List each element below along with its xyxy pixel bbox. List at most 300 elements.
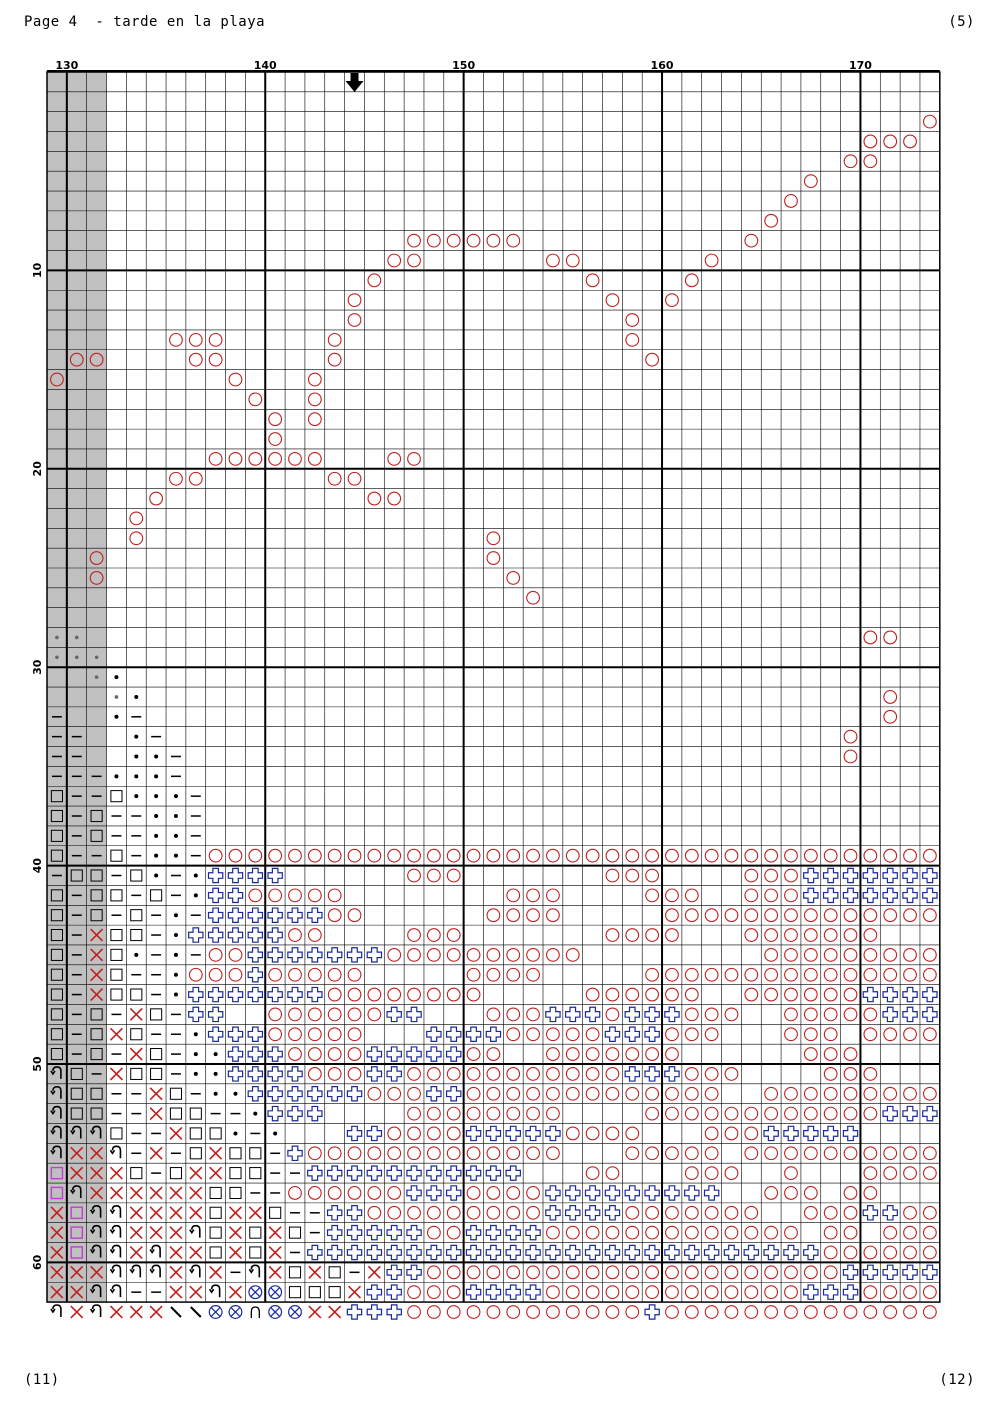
red-circle-symbol [765, 214, 778, 227]
dot-symbol [174, 933, 178, 937]
red-circle-symbol [507, 1008, 520, 1021]
red-circle-symbol [844, 1187, 857, 1200]
red-circle-symbol [745, 889, 758, 902]
red-circle-symbol [626, 849, 639, 862]
red-circle-symbol [666, 1266, 679, 1279]
red-circle-symbol [804, 1087, 817, 1100]
blue-plus-symbol [863, 888, 877, 902]
blue-plus-symbol [208, 987, 222, 1001]
red-circle-symbol [824, 1306, 837, 1319]
red-circle-symbol [527, 949, 540, 962]
red-x-symbol [230, 1247, 242, 1259]
blue-plus-symbol [447, 1245, 461, 1259]
red-circle-symbol [269, 889, 282, 902]
red-circle-symbol [725, 1226, 738, 1239]
red-circle-symbol [646, 353, 659, 366]
red-circle-symbol [666, 929, 679, 942]
red-circle-symbol [725, 1306, 738, 1319]
red-circle-symbol [189, 472, 202, 485]
blue-plus-symbol [704, 1245, 718, 1259]
blue-plus-symbol [824, 868, 838, 882]
red-circle-symbol [308, 1028, 321, 1041]
blue-plus-symbol [189, 928, 203, 942]
red-circle-symbol [566, 1068, 579, 1081]
dot-symbol [194, 1032, 198, 1036]
red-circle-symbol [308, 1068, 321, 1081]
blue-plus-symbol [387, 1225, 401, 1239]
red-circle-symbol [289, 849, 302, 862]
blue-plus-symbol [883, 1007, 897, 1021]
red-circle-symbol [428, 1068, 441, 1081]
blue-plus-symbol [427, 1027, 441, 1041]
red-circle-symbol [606, 1226, 619, 1239]
red-circle-symbol [884, 1147, 897, 1160]
arch-symbol [251, 1307, 259, 1318]
red-x-symbol [230, 1207, 242, 1219]
u-turn-symbol [110, 1226, 120, 1238]
red-circle-symbol [705, 849, 718, 862]
u-turn-symbol [150, 1245, 160, 1257]
red-circle-symbol [626, 869, 639, 882]
blue-plus-symbol [923, 868, 937, 882]
blue-plus-symbol [407, 1225, 421, 1239]
red-circle-symbol [685, 1107, 698, 1120]
blue-plus-symbol [268, 1047, 282, 1061]
red-circle-symbol [844, 968, 857, 981]
red-circle-symbol [467, 1048, 480, 1061]
blue-plus-symbol [506, 1126, 520, 1140]
red-x-symbol [210, 1147, 222, 1159]
blue-plus-symbol [903, 888, 917, 902]
red-circle-symbol [804, 1266, 817, 1279]
blue-plus-symbol [883, 987, 897, 1001]
red-circle-symbol [725, 1107, 738, 1120]
red-circle-symbol [685, 1068, 698, 1081]
dot-symbol [273, 1131, 277, 1135]
red-x-symbol [170, 1207, 182, 1219]
red-circle-symbol [527, 591, 540, 604]
red-circle-symbol [824, 1008, 837, 1021]
red-circle-symbol [804, 1206, 817, 1219]
red-circle-symbol [289, 1008, 302, 1021]
red-circle-symbol [785, 1147, 798, 1160]
red-circle-symbol [408, 1087, 421, 1100]
red-circle-symbol [467, 1147, 480, 1160]
red-circle-symbol [308, 453, 321, 466]
red-circle-symbol [308, 889, 321, 902]
blue-plus-symbol [208, 1027, 222, 1041]
red-circle-symbol [685, 274, 698, 287]
red-circle-symbol [884, 1286, 897, 1299]
red-circle-symbol [705, 1306, 718, 1319]
red-circle-symbol [308, 1187, 321, 1200]
blue-plus-symbol [506, 1245, 520, 1259]
red-circle-symbol [646, 1266, 659, 1279]
red-circle-symbol [447, 234, 460, 247]
red-circle-symbol [547, 1286, 560, 1299]
square-symbol [270, 1207, 281, 1218]
red-x-symbol [170, 1127, 182, 1139]
red-circle-symbol [765, 1187, 778, 1200]
red-x-symbol [110, 1306, 122, 1318]
blue-plus-symbol [824, 888, 838, 902]
square-symbol [131, 929, 142, 940]
red-circle-symbol [765, 869, 778, 882]
blue-plus-symbol [328, 1225, 342, 1239]
red-circle-symbol [447, 1286, 460, 1299]
square-symbol [250, 1247, 261, 1258]
dot-symbol [134, 774, 138, 778]
red-circle-symbol [527, 1187, 540, 1200]
red-circle-symbol [586, 1266, 599, 1279]
red-circle-symbol [705, 1206, 718, 1219]
red-x-symbol [190, 1167, 202, 1179]
blue-plus-symbol [863, 987, 877, 1001]
square-symbol [230, 1187, 241, 1198]
red-circle-symbol [646, 988, 659, 1001]
red-x-symbol [150, 1207, 162, 1219]
red-circle-symbol [328, 1008, 341, 1021]
red-circle-symbol [368, 1206, 381, 1219]
red-circle-symbol [785, 1107, 798, 1120]
blue-plus-symbol [288, 1146, 302, 1160]
red-circle-symbol [864, 1068, 877, 1081]
square-symbol [250, 1148, 261, 1159]
circled-x-symbol [249, 1286, 262, 1299]
red-circle-symbol [586, 988, 599, 1001]
red-circle-symbol [328, 333, 341, 346]
dot-symbol [154, 874, 158, 878]
blue-plus-symbol [228, 908, 242, 922]
red-circle-symbol [507, 1068, 520, 1081]
red-circle-symbol [666, 1107, 679, 1120]
red-circle-symbol [666, 1048, 679, 1061]
blue-plus-symbol [268, 1067, 282, 1081]
red-circle-symbol [527, 1206, 540, 1219]
red-circle-symbol [328, 988, 341, 1001]
red-circle-symbol [666, 294, 679, 307]
red-circle-symbol [308, 929, 321, 942]
red-circle-symbol [785, 968, 798, 981]
red-circle-symbol [566, 1306, 579, 1319]
blue-plus-symbol [228, 1067, 242, 1081]
blue-plus-symbol [923, 1007, 937, 1021]
red-circle-symbol [864, 909, 877, 922]
red-circle-symbol [745, 968, 758, 981]
red-x-symbol [190, 1187, 202, 1199]
blue-plus-symbol [625, 1067, 639, 1081]
red-circle-symbol [586, 1226, 599, 1239]
blue-plus-symbol [843, 888, 857, 902]
red-circle-symbol [864, 1306, 877, 1319]
red-circle-symbol [467, 949, 480, 962]
red-circle-symbol [765, 1266, 778, 1279]
red-circle-symbol [864, 1187, 877, 1200]
dot-symbol [134, 695, 138, 699]
red-circle-symbol [507, 1028, 520, 1041]
blue-plus-symbol [843, 1285, 857, 1299]
red-circle-symbol [904, 1206, 917, 1219]
blue-plus-symbol [387, 1067, 401, 1081]
dot-symbol [214, 1052, 218, 1056]
blue-plus-symbol [288, 987, 302, 1001]
red-circle-symbol [308, 373, 321, 386]
red-circle-symbol [348, 968, 361, 981]
red-circle-symbol [844, 1048, 857, 1061]
red-circle-symbol [507, 889, 520, 902]
red-circle-symbol [785, 195, 798, 208]
red-circle-symbol [229, 373, 242, 386]
red-circle-symbol [804, 909, 817, 922]
blue-plus-symbol [427, 1186, 441, 1200]
red-circle-symbol [705, 968, 718, 981]
red-circle-symbol [289, 1187, 302, 1200]
red-circle-symbol [646, 1147, 659, 1160]
red-circle-symbol [289, 889, 302, 902]
red-circle-symbol [864, 1107, 877, 1120]
red-circle-symbol [209, 353, 222, 366]
blue-plus-symbol [486, 1245, 500, 1259]
circled-x-symbol [269, 1286, 282, 1299]
blue-plus-symbol [268, 908, 282, 922]
red-circle-symbol [547, 1087, 560, 1100]
blue-plus-symbol [208, 1007, 222, 1021]
blue-plus-symbol [486, 1166, 500, 1180]
blue-plus-symbol [883, 868, 897, 882]
dot-symbol [154, 854, 158, 858]
red-circle-symbol [685, 988, 698, 1001]
blue-plus-symbol [228, 928, 242, 942]
blue-plus-symbol [645, 1007, 659, 1021]
square-symbol [111, 1128, 122, 1139]
red-circle-symbol [864, 631, 877, 644]
red-circle-symbol [705, 1008, 718, 1021]
blue-plus-symbol [466, 1245, 480, 1259]
red-circle-symbol [904, 135, 917, 148]
light-dot-symbol [55, 655, 59, 659]
red-circle-symbol [586, 1087, 599, 1100]
red-circle-symbol [824, 1068, 837, 1081]
red-circle-symbol [884, 909, 897, 922]
red-circle-symbol [467, 1266, 480, 1279]
blue-plus-symbol [724, 1245, 738, 1259]
blue-plus-symbol [427, 1047, 441, 1061]
red-circle-symbol [507, 909, 520, 922]
red-circle-symbol [308, 849, 321, 862]
red-circle-symbol [824, 909, 837, 922]
red-circle-symbol [368, 1147, 381, 1160]
dot-symbol [174, 854, 178, 858]
blue-plus-symbol [764, 1126, 778, 1140]
red-circle-symbol [666, 849, 679, 862]
red-circle-symbol [269, 1028, 282, 1041]
light-dot-symbol [55, 636, 59, 640]
square-symbol [170, 1088, 181, 1099]
red-circle-symbol [884, 849, 897, 862]
red-circle-symbol [765, 968, 778, 981]
red-circle-symbol [289, 1028, 302, 1041]
dot-symbol [194, 893, 198, 897]
square-symbol [329, 1267, 340, 1278]
column-label: 130 [55, 59, 79, 72]
red-circle-symbol [209, 333, 222, 346]
blue-plus-symbol [387, 1285, 401, 1299]
u-turn-symbol [110, 1206, 120, 1218]
red-circle-symbol [884, 1087, 897, 1100]
red-circle-symbol [864, 929, 877, 942]
blue-plus-symbol [308, 987, 322, 1001]
red-circle-symbol [626, 1266, 639, 1279]
red-x-symbol [309, 1306, 321, 1318]
red-circle-symbol [388, 254, 401, 267]
red-circle-symbol [765, 909, 778, 922]
red-circle-symbol [606, 849, 619, 862]
red-x-symbol [150, 1088, 162, 1100]
red-x-symbol [170, 1266, 182, 1278]
red-circle-symbol [884, 1167, 897, 1180]
red-circle-symbol [467, 1087, 480, 1100]
red-circle-symbol [487, 1068, 500, 1081]
red-circle-symbol [487, 949, 500, 962]
red-circle-symbol [924, 1147, 937, 1160]
red-circle-symbol [924, 949, 937, 962]
red-circle-symbol [785, 849, 798, 862]
red-circle-symbol [328, 1048, 341, 1061]
red-circle-symbol [269, 433, 282, 446]
blue-plus-symbol [665, 1007, 679, 1021]
red-circle-symbol [566, 1286, 579, 1299]
u-turn-symbol [110, 1245, 120, 1257]
red-circle-symbol [745, 929, 758, 942]
red-circle-symbol [785, 949, 798, 962]
red-circle-symbol [507, 234, 520, 247]
red-circle-symbol [646, 968, 659, 981]
square-symbol [210, 1207, 221, 1218]
red-circle-symbol [527, 1008, 540, 1021]
needle-symbol [191, 1307, 201, 1317]
blue-plus-symbol [367, 1305, 381, 1319]
blue-plus-symbol [387, 1265, 401, 1279]
blue-plus-symbol [804, 868, 818, 882]
red-circle-symbol [646, 1286, 659, 1299]
red-circle-symbol [924, 1028, 937, 1041]
blue-plus-symbol [903, 1265, 917, 1279]
red-circle-symbol [646, 1087, 659, 1100]
red-circle-symbol [685, 1087, 698, 1100]
blue-plus-symbol [704, 1186, 718, 1200]
red-circle-symbol [785, 1167, 798, 1180]
red-x-symbol [130, 1306, 142, 1318]
red-circle-symbol [308, 1008, 321, 1021]
red-x-symbol [309, 1266, 321, 1278]
blue-plus-symbol [427, 1166, 441, 1180]
red-circle-symbol [666, 1028, 679, 1041]
square-symbol [190, 1108, 201, 1119]
red-circle-symbol [844, 155, 857, 168]
red-circle-symbol [348, 988, 361, 1001]
dot-symbol [174, 993, 178, 997]
red-circle-symbol [289, 1048, 302, 1061]
blue-plus-symbol [506, 1285, 520, 1299]
red-circle-symbol [646, 929, 659, 942]
red-circle-symbol [765, 1226, 778, 1239]
red-circle-symbol [745, 1127, 758, 1140]
red-circle-symbol [408, 234, 421, 247]
red-circle-symbol [785, 929, 798, 942]
square-symbol [111, 969, 122, 980]
blue-plus-symbol [526, 1225, 540, 1239]
blue-plus-symbol [645, 1186, 659, 1200]
dot-symbol [233, 1092, 237, 1096]
red-circle-symbol [904, 1028, 917, 1041]
blue-plus-symbol [367, 1126, 381, 1140]
red-circle-symbol [586, 1028, 599, 1041]
blue-plus-symbol [863, 868, 877, 882]
red-circle-symbol [170, 472, 183, 485]
square-symbol [250, 1227, 261, 1238]
red-x-symbol [230, 1227, 242, 1239]
red-x-symbol [110, 1187, 122, 1199]
red-circle-symbol [804, 968, 817, 981]
red-circle-symbol [745, 1286, 758, 1299]
red-x-symbol [110, 1028, 122, 1040]
red-circle-symbol [725, 1127, 738, 1140]
red-circle-symbol [745, 1306, 758, 1319]
blue-plus-symbol [308, 1106, 322, 1120]
red-circle-symbol [824, 1107, 837, 1120]
blue-plus-symbol [407, 1245, 421, 1259]
red-circle-symbol [904, 1147, 917, 1160]
red-circle-symbol [289, 968, 302, 981]
blue-plus-symbol [645, 1027, 659, 1041]
red-circle-symbol [229, 453, 242, 466]
red-circle-symbol [765, 1107, 778, 1120]
red-circle-symbol [527, 1068, 540, 1081]
blue-plus-symbol [248, 948, 262, 962]
blue-plus-symbol [764, 1245, 778, 1259]
red-circle-symbol [646, 849, 659, 862]
blue-plus-symbol [466, 1166, 480, 1180]
red-circle-symbol [388, 1127, 401, 1140]
red-circle-symbol [745, 849, 758, 862]
red-circle-symbol [685, 1147, 698, 1160]
red-circle-symbol [229, 968, 242, 981]
red-circle-symbol [646, 1048, 659, 1061]
light-dot-symbol [95, 675, 99, 679]
red-circle-symbol [547, 1107, 560, 1120]
blue-plus-symbol [407, 1265, 421, 1279]
blue-plus-symbol [804, 1245, 818, 1259]
blue-plus-symbol [605, 1206, 619, 1220]
square-symbol [230, 1168, 241, 1179]
blue-plus-symbol [863, 1265, 877, 1279]
red-circle-symbol [547, 1147, 560, 1160]
square-symbol [151, 1049, 162, 1060]
red-circle-symbol [428, 1226, 441, 1239]
red-circle-symbol [785, 1306, 798, 1319]
red-circle-symbol [626, 1286, 639, 1299]
red-circle-symbol [269, 1008, 282, 1021]
red-circle-symbol [408, 1286, 421, 1299]
red-circle-symbol [348, 314, 361, 327]
red-circle-symbol [864, 1286, 877, 1299]
square-symbol [329, 1287, 340, 1298]
red-circle-symbol [785, 889, 798, 902]
light-dot-symbol [75, 636, 79, 640]
dot-symbol [154, 774, 158, 778]
blue-plus-symbol [665, 1245, 679, 1259]
blue-plus-symbol [843, 1265, 857, 1279]
